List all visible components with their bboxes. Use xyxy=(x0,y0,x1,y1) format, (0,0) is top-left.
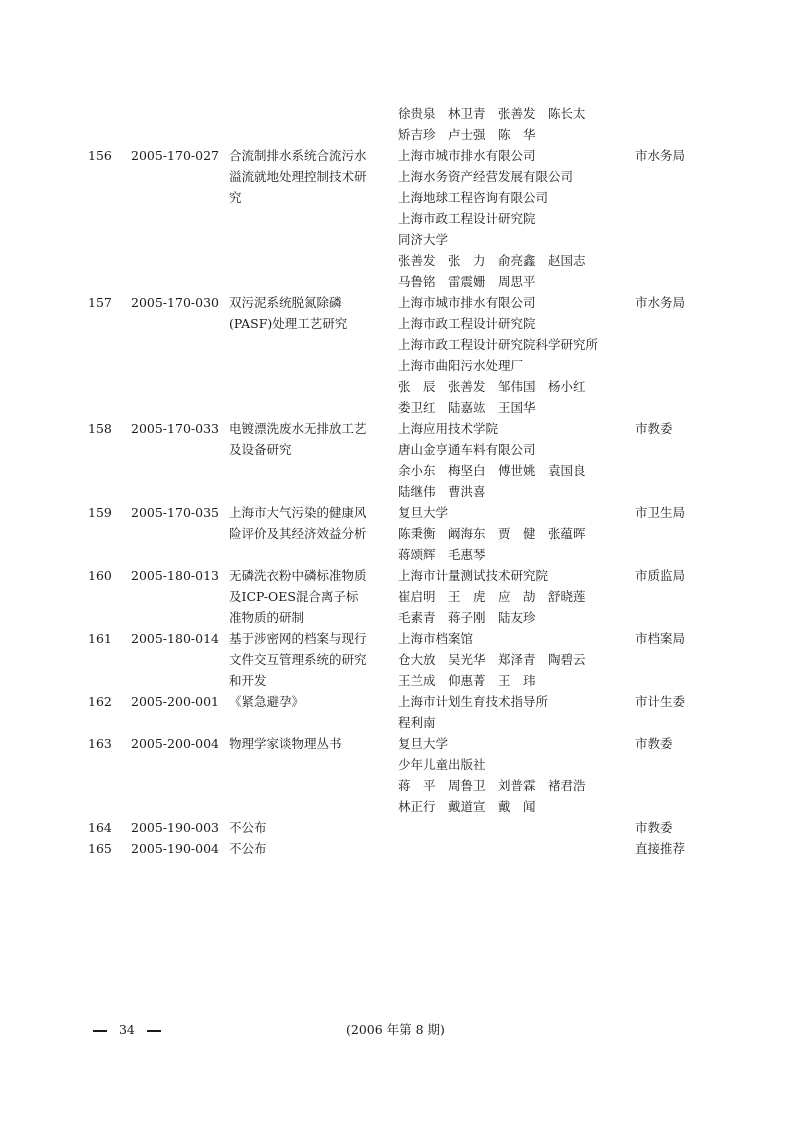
entry-department: 市水务局 xyxy=(635,148,686,163)
entry-org-line: 上海市计量测试技术研究院 xyxy=(398,568,549,583)
page-number xyxy=(93,1020,161,1040)
entry-title-line: 无磷洗衣粉中磷标准物质 xyxy=(229,568,367,583)
entry-number: 156 xyxy=(88,148,112,163)
entry-code: 2005-170-027 xyxy=(131,148,219,163)
entry-org-line: 仓大放 吴光华 郑泽青 陶碧云 xyxy=(398,652,586,667)
entry-org-line: 上海市政工程设计研究院 xyxy=(398,316,536,331)
entry-number: 162 xyxy=(88,694,112,709)
entry-code: 2005-180-013 xyxy=(131,568,219,583)
entry-title-line: 和开发 xyxy=(229,673,267,688)
entry-title-line: 及ICP-OES混合离子标 xyxy=(229,589,359,604)
entry-org-line: 程利南 xyxy=(398,715,436,730)
entry-title-line: 文件交互管理系统的研究 xyxy=(229,652,367,667)
entry-number: 159 xyxy=(88,505,112,520)
entry-title-line: 溢流就地处理控制技术研 xyxy=(229,169,367,184)
entry-number: 163 xyxy=(88,736,112,751)
entry-org-line: 复旦大学 xyxy=(398,505,449,520)
entry-org-line: 复旦大学 xyxy=(398,736,449,751)
entry-title-line: 电镀漂洗废水无排放工艺 xyxy=(229,421,367,436)
entry-code: 2005-170-030 xyxy=(131,295,219,310)
entry-code: 2005-200-001 xyxy=(131,694,219,709)
entry-title-line: 究 xyxy=(229,190,242,205)
dash-left xyxy=(93,1030,107,1032)
entry-title-line: 不公布 xyxy=(229,841,267,856)
entry-title-line: 《紧急避孕》 xyxy=(229,694,305,709)
entry-org-line: 上海市城市排水有限公司 xyxy=(398,295,536,310)
page-number-text: 34 xyxy=(118,1022,135,1037)
entry-title-line: 物理学家谈物理丛书 xyxy=(229,736,342,751)
entry-org-line: 崔启明 王 虎 应 劼 舒晓莲 xyxy=(398,589,586,604)
entry-org-line: 上海市政工程设计研究院 xyxy=(398,211,536,226)
entry-department: 市档案局 xyxy=(635,631,686,646)
entry-org-line: 林正行 戴道宣 戴 闻 xyxy=(398,799,536,814)
dash-right xyxy=(147,1030,161,1032)
entry-org-line: 陆继伟 曹洪喜 xyxy=(398,484,486,499)
entry-title-line: 合流制排水系统合流污水 xyxy=(229,148,367,163)
entry-title-line: (PASF)处理工艺研究 xyxy=(229,316,348,331)
entry-department: 市教委 xyxy=(635,736,673,751)
entry-title-line: 上海市大气污染的健康风 xyxy=(229,505,367,520)
entry-code: 2005-190-003 xyxy=(131,820,219,835)
author-line: 徐贵泉 林卫青 张善发 陈长太 xyxy=(398,106,586,121)
entry-title-line: 双污泥系统脱氮除磷 xyxy=(229,295,342,310)
entry-department: 市计生委 xyxy=(635,694,686,709)
entry-code: 2005-170-035 xyxy=(131,505,219,520)
entry-department: 市质监局 xyxy=(635,568,686,583)
entry-department: 直接推荐 xyxy=(635,841,686,856)
entry-number: 158 xyxy=(88,421,112,436)
entry-code: 2005-190-004 xyxy=(131,841,219,856)
entry-code: 2005-170-033 xyxy=(131,421,219,436)
entry-number: 164 xyxy=(88,820,112,835)
entry-title-line: 准物质的研制 xyxy=(229,610,305,625)
entry-org-line: 上海地球工程咨询有限公司 xyxy=(398,190,549,205)
entry-title-line: 不公布 xyxy=(229,820,267,835)
entry-number: 157 xyxy=(88,295,112,310)
entry-org-line: 张善发 张 力 俞亮鑫 赵国志 xyxy=(398,253,586,268)
entry-org-line: 张 辰 张善发 邹伟国 杨小红 xyxy=(398,379,586,394)
author-line: 矫吉珍 卢士强 陈 华 xyxy=(398,127,536,142)
entry-department: 市水务局 xyxy=(635,295,686,310)
entry-org-line: 上海市曲阳污水处理厂 xyxy=(398,358,524,373)
entry-org-line: 蒋颂辉 毛惠琴 xyxy=(398,547,486,562)
entry-org-line: 毛素青 蒋子刚 陆友珍 xyxy=(398,610,536,625)
entry-org-line: 娄卫红 陆嘉竑 王国华 xyxy=(398,400,536,415)
entry-org-line: 唐山金亨通车料有限公司 xyxy=(398,442,536,457)
entry-org-line: 陈秉衡 阚海东 贾 健 张蕴晖 xyxy=(398,526,586,541)
entry-code: 2005-200-004 xyxy=(131,736,219,751)
issue-label: (2006 年第 8 期) xyxy=(346,1022,445,1037)
entry-org-line: 上海水务资产经营发展有限公司 xyxy=(398,169,574,184)
entry-code: 2005-180-014 xyxy=(131,631,219,646)
entry-title-line: 险评价及其经济效益分析 xyxy=(229,526,367,541)
entry-org-line: 蒋 平 周鲁卫 刘普霖 褚君浩 xyxy=(398,778,586,793)
entry-org-line: 上海市政工程设计研究院科学研究所 xyxy=(398,337,599,352)
entry-number: 161 xyxy=(88,631,112,646)
entry-org-line: 上海市档案馆 xyxy=(398,631,474,646)
entry-title-line: 基于涉密网的档案与现行 xyxy=(229,631,367,646)
entry-org-line: 王兰成 仰惠菁 王 玮 xyxy=(398,673,536,688)
entry-number: 160 xyxy=(88,568,112,583)
entry-org-line: 少年儿童出版社 xyxy=(398,757,486,772)
entry-title-line: 及设备研究 xyxy=(229,442,292,457)
entry-org-line: 上海市计划生育技术指导所 xyxy=(398,694,549,709)
entry-number: 165 xyxy=(88,841,112,856)
entry-department: 市教委 xyxy=(635,421,673,436)
entry-department: 市教委 xyxy=(635,820,673,835)
entry-org-line: 余小东 梅坚白 傅世姚 袁国良 xyxy=(398,463,586,478)
entry-org-line: 马鲁铭 雷震姗 周思平 xyxy=(398,274,536,289)
entry-department: 市卫生局 xyxy=(635,505,686,520)
entry-org-line: 上海市城市排水有限公司 xyxy=(398,148,536,163)
entry-org-line: 同济大学 xyxy=(398,232,449,247)
entry-org-line: 上海应用技术学院 xyxy=(398,421,499,436)
